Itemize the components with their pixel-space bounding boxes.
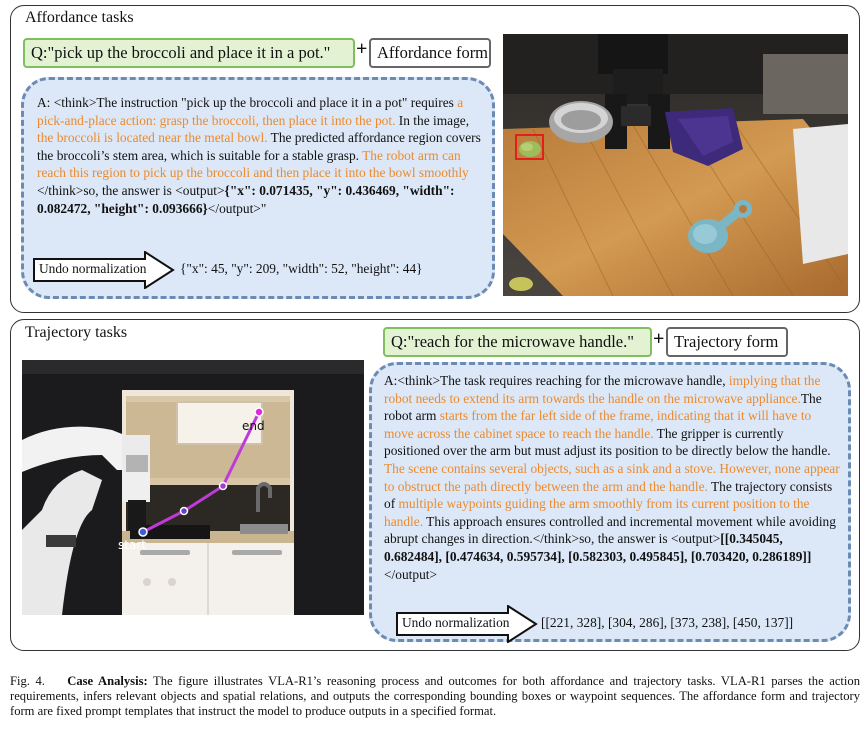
- trajectory-title: Trajectory tasks: [25, 324, 128, 341]
- answer-highlight: The scene contains several objects, such as a sink and a stove. However, none appear to obstruct the path directly between the arm and the handle.: [384, 460, 840, 494]
- trajectory-form: Trajectory form: [666, 327, 788, 357]
- answer-plain: The trajectory consists of: [384, 478, 833, 512]
- affordance-form: Affordance form: [369, 38, 491, 68]
- trajectory-answer-bubble: [369, 362, 851, 642]
- answer-plain: </think>so, the answer is <output>: [37, 182, 225, 198]
- trajectory-scene-image: [22, 360, 364, 615]
- trajectory-question: Q:"reach for the microwave handle.": [383, 327, 652, 357]
- answer-plain: </output>: [384, 566, 438, 582]
- answer-plain: This approach ensures controlled and incremental movement while avoiding abrupt changes in direction.</think>so, the answer is <output>: [384, 513, 836, 547]
- trajectory-waypoint: [255, 408, 263, 416]
- answer-plain: A:<think>The task requires reaching for the microwave handle,: [384, 373, 729, 388]
- answer-highlight: a pick-and-place action: grasp the broccoli, then place it into the pot.: [37, 95, 464, 128]
- affordance-undo-label: Undo normalization: [39, 261, 147, 276]
- affordance-undo-output: {"x": 45, "y": 209, "width": 52, "height": 44}: [180, 261, 423, 276]
- trajectory-plus: +: [653, 328, 665, 350]
- trajectory-waypoint: [220, 483, 227, 490]
- affordance-scene-image: [503, 34, 848, 296]
- answer-highlight: multiple waypoints guiding the arm smoothly from its current position to the handle.: [384, 496, 810, 529]
- affordance-title: Affordance tasks: [25, 9, 134, 26]
- affordance-plus: +: [356, 38, 368, 60]
- trajectory-undo-label: Undo normalization: [402, 615, 510, 630]
- answer-output: {"x": 0.071435, "y": 0.436469, "width": 0.082472, "height": 0.093666}: [37, 182, 455, 216]
- answer-highlight: the broccoli is located near the metal bowl.: [37, 130, 268, 146]
- affordance-question: Q:"pick up the broccoli and place it in a pot.": [23, 38, 355, 68]
- answer-plain: The robot arm: [384, 390, 822, 424]
- trajectory-start-label: start: [118, 538, 146, 552]
- trajectory-end-label: end: [242, 419, 265, 433]
- answer-plain: The predicted affordance region covers the broccoli’s stem area, which is suitable for a stable grasp.: [37, 130, 481, 163]
- caption-text: The figure illustrates VLA-R1’s reasoning process and outcomes for both affordance and trajectory tasks. VLA-R1 parses the action requirements, infers relevant objects and spatial relations, and outputs the corresponding bounding boxes or waypoint sequences. The affordance form and trajectory form are fixed prompt templates that instruct the model to produce outputs in a specified format.: [10, 674, 861, 718]
- answer-plain: The gripper is currently positioned over the arm but must adjust its position to be directly below the handle.: [384, 425, 831, 459]
- trajectory-waypoint: [139, 528, 147, 536]
- affordance-answer-text: [37, 94, 482, 217]
- answer-plain: In the image,: [395, 112, 470, 128]
- caption-title: Case Analysis:: [67, 674, 148, 688]
- answer-output: [[0.345045, 0.682484], [0.474634, 0.595734], [0.582303, 0.495845], [0.703420, 0.286189]]: [384, 531, 812, 564]
- answer-highlight: implying that the robot needs to extend its arm towards the handle on the microwave appliance.: [384, 373, 821, 406]
- figure-caption: [10, 674, 860, 719]
- answer-highlight: The robot arm can reach this region to pick up the broccoli and then place it into the bowl smoothly: [37, 147, 469, 181]
- answer-plain: </output>": [207, 200, 267, 216]
- trajectory-answer-text: [384, 372, 841, 583]
- trajectory-waypoint: [181, 508, 188, 515]
- caption-fig-number: Fig. 4.: [10, 674, 45, 688]
- trajectory-undo-output: [[221, 328], [304, 286], [373, 238], [450, 137]]: [541, 615, 794, 630]
- answer-plain: A: <think>The instruction "pick up the broccoli and place it in a pot" requires: [37, 95, 458, 110]
- answer-highlight: starts from the far left side of the frame, indicating that it will have to move across the cabinet space to reach the handle.: [384, 408, 812, 441]
